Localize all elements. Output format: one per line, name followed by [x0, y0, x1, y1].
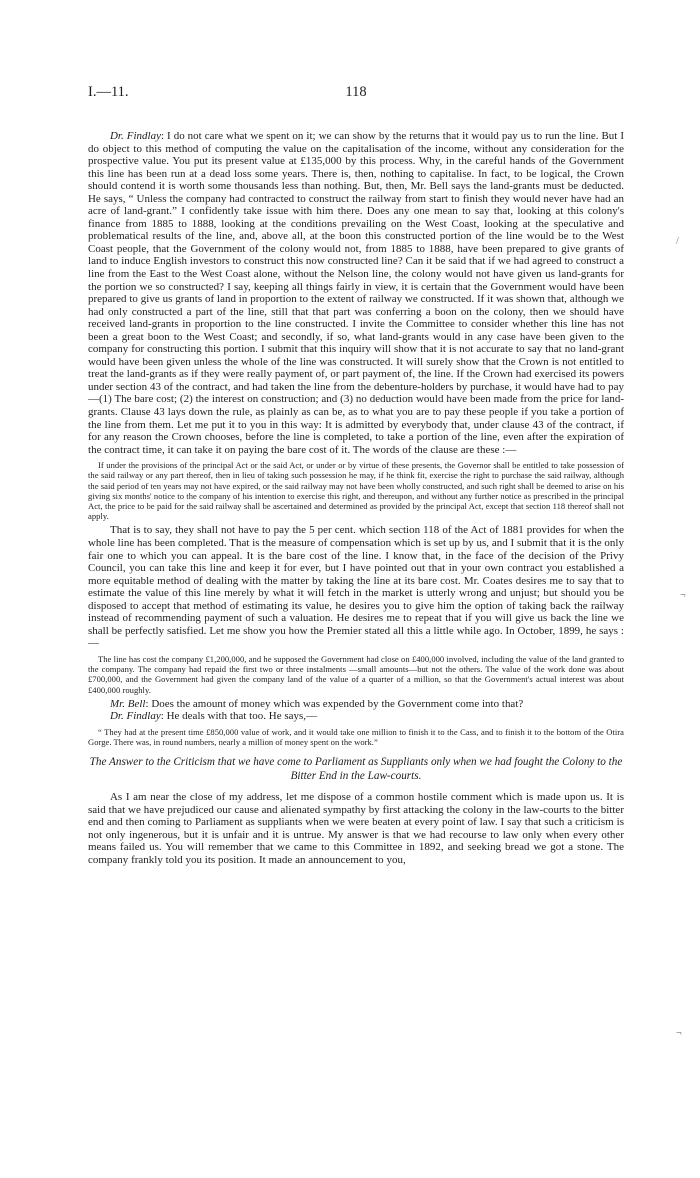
paragraph-text: : He deals with that too. He says,— [160, 710, 318, 723]
paragraph [88, 130, 624, 456]
paragraph [88, 698, 624, 711]
block-quote: “ They had at the present time £850,000 value of work, and it would take one million to finish it to the Cass, and to finish it to the bottom of the Otira Gorge. There was, in round numbers, nearly a million of money spent on the work.” [88, 726, 624, 748]
document-page [88, 84, 624, 867]
paragraph: As I am near the close of my address, let me dispose of a common hostile comment which is made upon us. It is said that we have prejudiced our cause and alienated sympathy by first attacking the colony in the law-courts to the bitter end and then coming to Parliament as suppliants when we were beaten at every point of law. I say that such a criticism is not only ingenerous, but it is unfair and it is untrue. My answer is that we had recourse to law only when every other means failed us. You will remember that we came to this Committee in 1892, and seeking bread we got a stone. The company frankly told you its position. It made an announcement to you, [88, 791, 624, 866]
margin-stray-mark: ¬ [680, 590, 686, 601]
paragraph-text: : Does the amount of money which was expended by the Government come into that? [145, 697, 524, 710]
block-quote: The line has cost the company £1,200,000, and he supposed the Government had close on £400,000 involved, including the value of the land granted to the company. The company had repaid the first two or three instalments —small amounts—but not the others. The value of the work done was about £700,000, and the Government had given the company land of the value of a quarter of a million, so that the Government's actual interest was about £400,000 roughly. [88, 653, 624, 695]
speaker-name: Dr. Findlay [110, 130, 161, 142]
margin-stray-mark: / [676, 236, 679, 247]
speaker-name: Dr. Findlay [110, 710, 161, 723]
paper-reference: I.—11. [88, 84, 129, 100]
document-body [88, 130, 624, 867]
block-quote: If under the provisions of the principal Act or the said Act, or under or by virtue of these presents, the Governor shall be entitled to take possession of the said railway or any part thereof, then in lieu of taking such possession he may, if he think fit, exercise the right to purchase the said railway, although the said period of ten years may not have expired, or the said railway may not have been wholly constructed, and such right shall be deemed to arise on his giving six months' notice to the company of his intention to exercise this right, and thereupon, and without any further notice as prescribed in the principal Act, the price to be paid for the said railway shall be ascertained and determined as provided by the principal Act, except that section 118 thereof shall not apply. [88, 460, 624, 522]
speaker-name: Mr. Bell [110, 697, 146, 710]
paragraph: That is to say, they shall not have to pay the 5 per cent. which section 118 of the Act of 1881 provides for when the whole line has been completed. That is the measure of compensation which is set up by us, and I submit that it is the only fair one to which you can appeal. It is the bare cost of the line. I know that, in the face of the decision of the Privy Council, you can take this line and keep it for ever, but I have pointed out that in your own contract you established a more equitable method of dealing with the matter by taking the line at its bare cost. Mr. Coates desires me to say that to estimate the value of this line merely by what it will fetch in the market is utterly wrong and unjust; but should you be disposed to accept that method of estimating its value, he desires you to give him the option of taking back the railway instead of recommending payment of such a valuation. He desires me to repeat that if you will give us back the line we shall be perfectly satisfied. Let me show you how the Premier stated all this a little while ago. In October, 1899, he says :— [88, 524, 624, 650]
section-heading: The Answer to the Criticism that we have come to Parliament as Suppliants only when we had fought the Colony to the Bitter End in the Law-courts. [89, 756, 623, 782]
page-number: 118 [345, 84, 367, 100]
page-header [88, 84, 624, 106]
margin-stray-mark: ¬ [676, 1028, 682, 1039]
paragraph-text: : I do not care what we spent on it; we can show by the returns that it would pay us to run the line. But I do object to this method of computing the value on the capitalisation of the income, without any consideration for the prospective value. You put its present value at £135,000 by this process. Why, in the careful hands of the Government this line has been run at a dead loss some years. There is, then, nothing to capitalise. In fact, to be logical, the Crown should contend it is worth some thousands less than nothing. But, then, Mr. Bell says the land-grants must be deducted. He says, “ Unless the company had contracted to construct the railway from start to finish they would never have had an acre of land-grant.” I confidently take issue with him there. Does any one mean to say that, looking at this colony's finance from 1885 to 1888, looking at the conditions prevailing on the West Coast, looking at the speculative and problematical results of the line, and, above all, at the boon this constructed portion of the line would be to the West Coast people, that the Government of the colony would not, from 1885 to 1888, have been prepared to give grants of land to induce English investors to construct this now constructed line? Can it be said that if we had agreed to construct a line from the East to the West Coast alone, without the Nelson line, the colony would not have given us land-grants for the portion we so constructed? I say, keeping all things fairly in view, it is certain that the Government would have been prepared to give us grants of land in proportion to the extent of railway we constructed. If it was shown that, although we had only constructed a part of the line, still that that part was conferring a boon on the colony, then we should have received land-grants in proportion to the line constructed. I invite the Committee to consider whether this line has not been a great boon to the West Coast; and secondly, if so, what land-grants would in any case have been given to the company for constructing this portion. I submit that this inquiry will show that it is not accurate to say that no land-grant would have been given unless the whole of the line was constructed. It will surely show that the Crown is not entitled to treat the land-grants as if they were really payment of, or part payment of, the line. If the Crown had exercised its powers under section 43 of the contract, and had taken the line from the debenture-holders by purchase, it would have had to pay—(1) The bare cost; (2) the interest on construction; and (3) no deduction would have been made from the price for land-grants. Clause 43 lays down the rule, as plainly as can be, as to what you are to pay these people if you take a portion of the line from them. Let me put it to you in this way: It is admitted by everybody that, under clause 43 of the contract, if for any reason the Crown chooses, before the line is completed, to take a portion of the line, even after the expiration of the contract time, it can take it on paying the bare cost of it. The words of the clause are these :— [88, 130, 624, 456]
paragraph [88, 710, 624, 723]
